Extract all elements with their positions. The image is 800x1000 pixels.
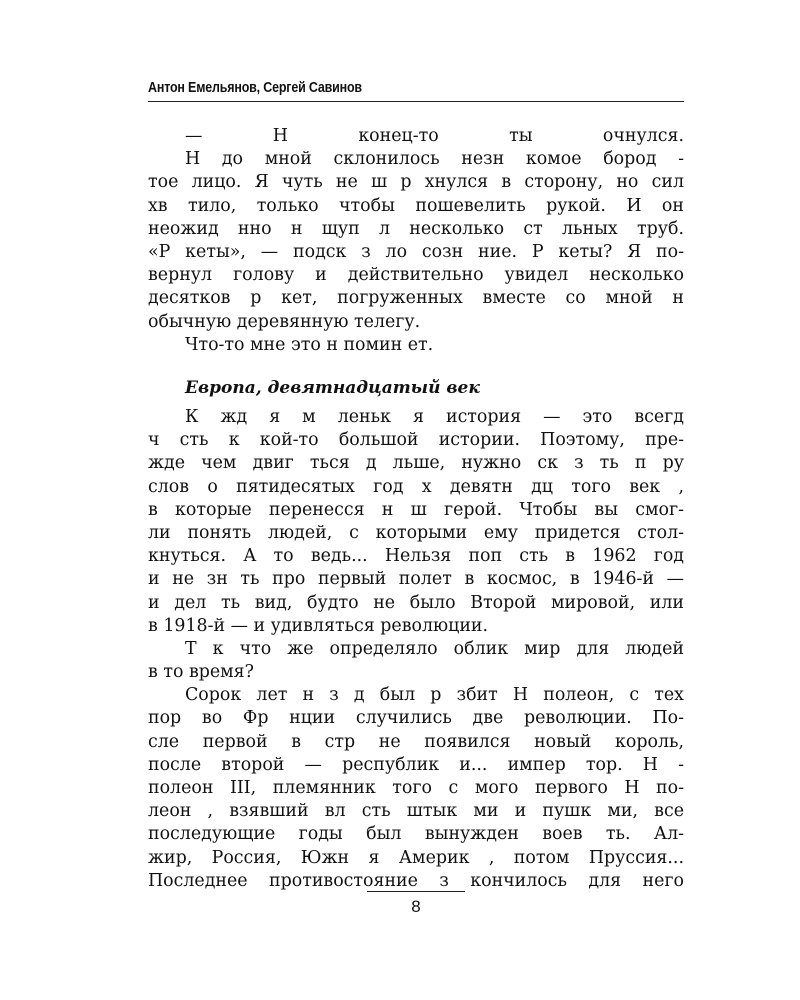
header-rule [148, 101, 684, 102]
text-line: последующие годы был вынужден воев ть. Ал- [148, 824, 684, 845]
text-line: тое лицо. Я чуть не ш р хнулся в сторону, но сил [148, 172, 684, 193]
text-line: ли понять людей, с которыми ему придется стол- [148, 522, 684, 543]
text-line: в 1918-й — и удивляться революции. [148, 615, 489, 636]
text-line: кнуться. А то ведь... Нельзя поп сть в 1962 год [148, 546, 684, 567]
text-line: жде чем двиг ться д льше, нужно ск з ть п ру [148, 453, 684, 474]
section-heading: Европа, девятнадцатый век [185, 378, 480, 398]
text-line: слов о пятидесятых год х девятн дц того век , [148, 476, 684, 497]
text-line: Последнее противостояние з кончилось для него [148, 870, 684, 891]
text-line: обычную деревянную телегу. [148, 311, 421, 332]
text-line: хв тило, только чтобы пошевелить рукой. И он [148, 195, 684, 216]
text-line: Т к что же определяло облик мир для людей [185, 638, 684, 659]
text-line: и дел ть вид, будто не было Второй мировой, или [148, 592, 684, 613]
text-line: пор во Фр нции случились две революции. По- [148, 708, 684, 729]
paragraph-block-2 [148, 406, 684, 893]
text-line: в которые перенесся н ш герой. Чтобы вы смог- [148, 499, 684, 520]
text-line: и не зн ть про первый полет в космос, в 1946-й — [148, 569, 684, 590]
text-line: жир, Россия, Южн я Америк , потом Пруссия... [148, 847, 684, 868]
text-line: после второй — республик и... импер тор. Н - [148, 754, 684, 775]
text-line: леон , взявший вл сть штык ми и пушк ми, все [148, 801, 684, 822]
text-line: «Р кеты», — подск з ло созн ние. Р кеты? Я по- [148, 241, 684, 262]
running-head: Антон Емельянов, Сергей Савинов [148, 80, 362, 96]
text-line: десятков р кет, погруженных вместе со мной н [148, 288, 684, 309]
text-line: Сорок лет н з д был р збит Н полеон, с тех [185, 685, 684, 706]
paragraph-block-1 [148, 125, 684, 357]
text-line: в то время? [148, 662, 254, 683]
text-line: — Н конец-то ты очнулся. [185, 126, 684, 146]
footer-rule [367, 891, 465, 892]
text-line: Что-то мне это н помин ет. [185, 334, 434, 355]
text-line: ч сть к кой-то большой истории. Поэтому, пре- [148, 430, 684, 451]
text-line: Н до мной склонилось незн комое бород - [185, 149, 684, 170]
text-line: К жд я м леньк я история — это всегд [185, 407, 684, 427]
text-line: вернул голову и действительно увидел несколько [148, 265, 684, 286]
text-line: сле первой в стр не появился новый король, [148, 731, 684, 752]
text-line: полеон III, племянник того с мого первого Н по- [148, 778, 684, 798]
text-line: неожид нно н щуп л несколько ст льных труб. [148, 218, 684, 239]
page-number: 8 [411, 897, 421, 916]
